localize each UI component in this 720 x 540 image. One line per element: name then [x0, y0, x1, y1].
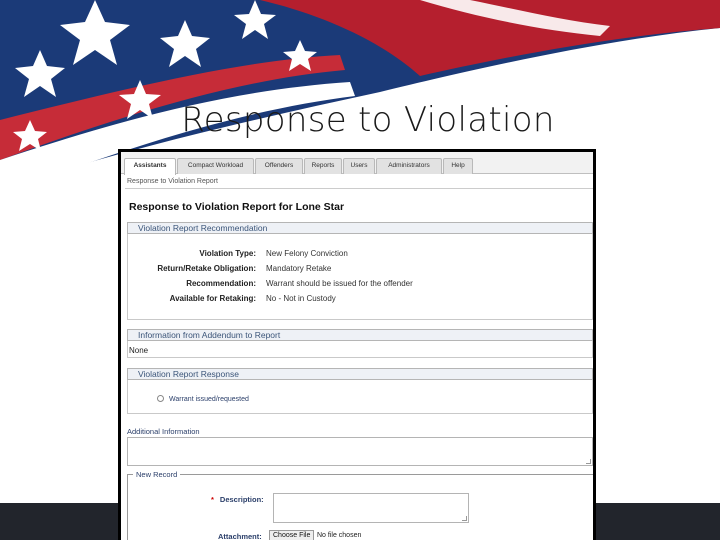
attachment-label: Attachment:: [218, 532, 262, 540]
resize-handle-icon[interactable]: [586, 459, 591, 464]
breadcrumb: Response to Violation Report: [127, 178, 218, 185]
radio-button[interactable]: [157, 395, 164, 402]
field-label: Available for Retaking:: [169, 294, 256, 303]
tab-administrators[interactable]: Administrators: [376, 158, 442, 174]
field-available-retaking: [128, 294, 592, 306]
field-label: Return/Retake Obligation:: [157, 264, 256, 273]
recommendation-box: [127, 234, 593, 320]
tab-help[interactable]: Help: [443, 158, 473, 174]
additional-info-label: Additional Information: [127, 427, 200, 436]
field-value: Mandatory Retake: [266, 264, 332, 273]
additional-info-textarea[interactable]: [127, 437, 593, 466]
field-value: New Felony Conviction: [266, 249, 348, 258]
recommendation-section-header: Violation Report Recommendation: [127, 222, 593, 234]
description-label: [211, 495, 264, 504]
warrant-radio-option[interactable]: [157, 395, 249, 403]
slide-title: Response to Violation: [181, 100, 555, 140]
field-violation-type: [128, 249, 592, 261]
field-label: Violation Type:: [199, 249, 256, 258]
field-recommendation: [128, 279, 592, 291]
tab-reports[interactable]: Reports: [304, 158, 342, 174]
field-value: No - Not in Custody: [266, 294, 336, 303]
divider: [125, 188, 593, 189]
tab-offenders[interactable]: Offenders: [255, 158, 303, 174]
tab-assistants[interactable]: Assistants: [124, 158, 176, 175]
addendum-box: [127, 341, 593, 358]
description-textarea[interactable]: [273, 493, 469, 523]
addendum-value: None: [129, 346, 149, 355]
radio-label: Warrant issued/requested: [169, 396, 249, 403]
tab-users[interactable]: Users: [343, 158, 375, 174]
no-file-text: No file chosen: [317, 532, 362, 539]
tab-compact-workload[interactable]: Compact Workload: [177, 158, 254, 174]
field-value: Warrant should be issued for the offender: [266, 279, 413, 288]
addendum-section-header: Information from Addendum to Report: [127, 329, 593, 341]
resize-handle-icon[interactable]: [462, 516, 467, 521]
required-marker: *: [211, 495, 214, 504]
field-label: Recommendation:: [186, 279, 256, 288]
field-return-retake: [128, 264, 592, 276]
description-label-text: Description:: [219, 495, 264, 504]
tab-bar: [121, 152, 593, 174]
page-heading: Response to Violation Report for Lone Star: [129, 201, 345, 213]
response-section-header: Violation Report Response: [127, 368, 593, 380]
choose-file-button[interactable]: Choose File: [269, 530, 314, 540]
app-screenshot: [118, 149, 596, 540]
new-record-legend: New Record: [133, 470, 180, 479]
